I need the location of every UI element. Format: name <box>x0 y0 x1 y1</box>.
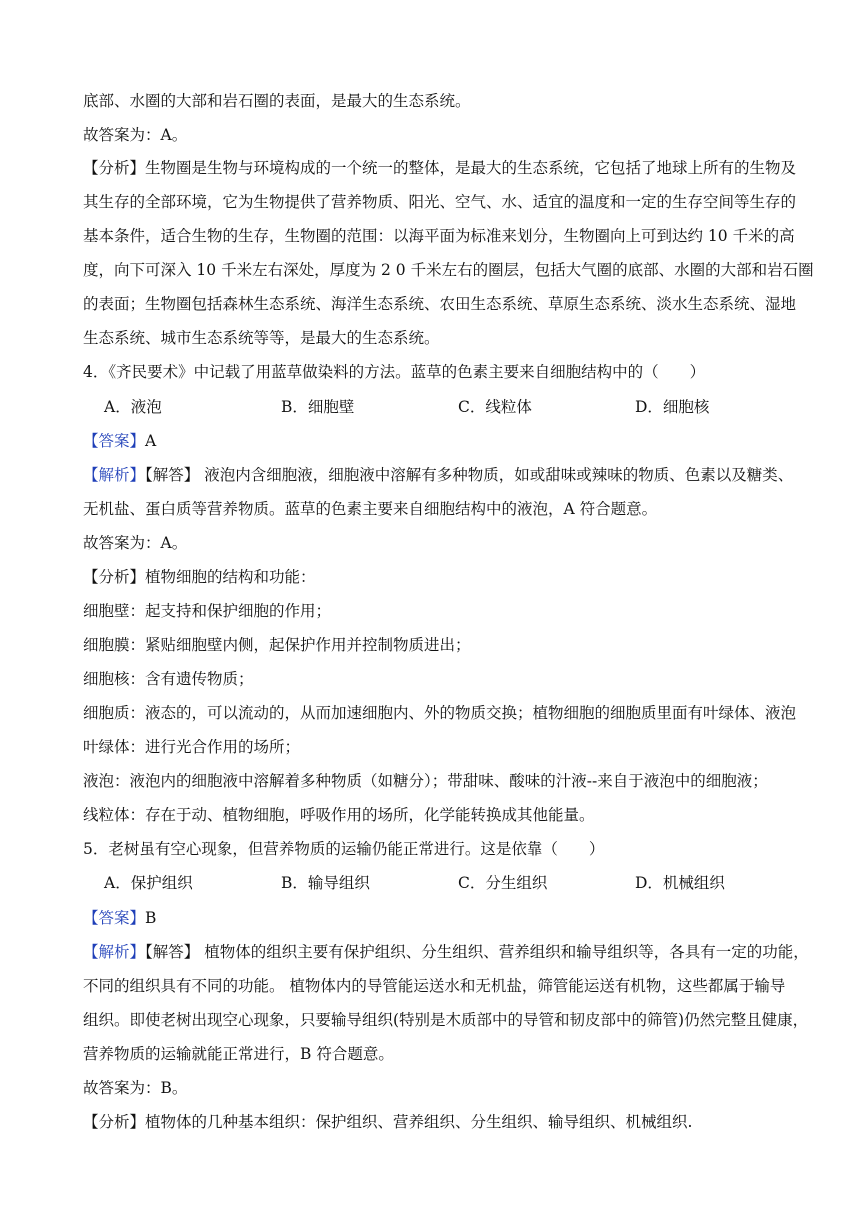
question-4-answer-note: 故答案为：A。 <box>83 534 188 552</box>
question-4-analysis-line: 细胞膜：紧贴细胞壁内侧，起保护作用并控制物质进出； <box>83 636 471 654</box>
prev-analysis-line: 度，向下可深入 10 千米左右深处，厚度为 2 0 千米左右的圈层，包括大气圈的底部、水圈的大部和岩石圈 <box>83 261 814 279</box>
analysis-label: 【分析】 <box>83 1113 146 1131</box>
answer-value: B <box>145 909 157 927</box>
question-4-stem: 4．《齐民要术》中记载了用蓝草做染料的方法。蓝草的色素主要来自细胞结构中的（ ） <box>83 363 706 381</box>
question-4-analysis-line: 细胞壁：起支持和保护细胞的作用； <box>83 602 332 620</box>
option-a: A．液泡 <box>104 398 162 416</box>
prev-text-line: 底部、水圈的大部和岩石圈的表面，是最大的生态系统。 <box>83 92 471 110</box>
answer-label: 【答案】 <box>83 909 146 927</box>
question-5-answer-note: 故答案为：B。 <box>83 1079 188 1097</box>
answer-value: A <box>145 432 157 450</box>
question-4-analysis-line: 细胞核：含有遗传物质； <box>83 670 254 688</box>
question-5-stem: 5．老树虽有空心现象，但营养物质的运输仍能正常进行。这是依靠（ ） <box>83 840 605 858</box>
prev-analysis-line: 其生存的全部环境，它为生物提供了营养物质、阳光、空气、水、适宜的温度和一定的生存空间等生存的 <box>83 193 797 211</box>
question-4-analysis-line: 【分析】植物细胞的结构和功能： <box>83 568 316 586</box>
prev-analysis-line: 【分析】生物圈是生物与环境构成的一个统一的整体，是最大的生态系统，它包括了地球上所有的生物及 <box>83 159 797 177</box>
option-d: D．细胞核 <box>635 398 710 416</box>
prev-analysis-line: 基本条件，适合生物的生存，生物圈的范围：以海平面为标准来划分，生物圈向上可到达约 10 千米的高 <box>83 227 795 245</box>
prev-analysis-line: 生态系统、城市生态系统等等，是最大的生态系统。 <box>83 329 440 347</box>
question-5-explain-line: 组织。即使老树出现空心现象，只要输导组织(特别是木质部中的导管和韧皮部中的筛管)仍然完整且健康， <box>83 1011 809 1029</box>
explain-sub-label: 【解答】 <box>145 943 200 961</box>
option-c: C．线粒体 <box>458 398 532 416</box>
analysis-label: 【分析】 <box>83 159 146 177</box>
question-5-explain-line: 【解析】【解答】 植物体的组织主要有保护组织、分生组织、营养组织和输导组织等，各具有一定的功能， <box>83 943 809 961</box>
question-4-analysis-line: 液泡：液泡内的细胞液中溶解着多种物质（如糖分）；带甜味、酸味的汁液--来自于液泡中的细胞液； <box>83 772 768 790</box>
question-5-explain-line: 营养物质的运输就能正常进行，B 符合题意。 <box>83 1045 394 1063</box>
explain-label: 【解析】 <box>83 943 146 961</box>
prev-analysis-line: 的表面；生物圈包括森林生态系统、海洋生态系统、农田生态系统、草原生态系统、淡水生态系统、湿地 <box>83 295 797 313</box>
question-4-answer <box>83 431 823 451</box>
prev-answer-note: 故答案为：A。 <box>83 126 188 144</box>
explain-sub-label: 【解答】 <box>145 466 200 484</box>
question-5-answer <box>83 908 823 928</box>
question-5-explain-line: 不同的组织具有不同的功能。 植物体内的导管能运送水和无机盐，筛管能运送有机物，这些都属于输导 <box>83 977 786 995</box>
question-4-explain-line: 【解析】【解答】 液泡内含细胞液，细胞液中溶解有多种物质，如或甜味或辣味的物质、色素以及糖类、 <box>83 466 794 484</box>
explain-label: 【解析】 <box>83 466 146 484</box>
option-d: D．机械组织 <box>635 874 725 892</box>
answer-label: 【答案】 <box>83 432 146 450</box>
question-4-explain-line: 无机盐、蛋白质等营养物质。蓝草的色素主要来自细胞结构中的液泡，A 符合题意。 <box>83 500 658 518</box>
option-c: C．分生组织 <box>458 874 548 892</box>
option-a: A．保护组织 <box>104 874 193 892</box>
question-4-analysis-line: 细胞质：液态的，可以流动的，从而加速细胞内、外的物质交换；植物细胞的细胞质里面有叶绿体、液泡 <box>83 704 797 722</box>
question-5-analysis-line: 【分析】植物体的几种基本组织：保护组织、营养组织、分生组织、输导组织、机械组织. <box>83 1113 693 1131</box>
option-b: B．细胞壁 <box>281 398 355 416</box>
analysis-label: 【分析】 <box>83 568 146 586</box>
question-4-analysis-line: 线粒体：存在于动、植物细胞，呼吸作用的场所，化学能转换成其他能量。 <box>83 806 595 824</box>
question-4-analysis-line: 叶绿体：进行光合作用的场所； <box>83 738 301 756</box>
option-b: B．输导组织 <box>281 874 370 892</box>
